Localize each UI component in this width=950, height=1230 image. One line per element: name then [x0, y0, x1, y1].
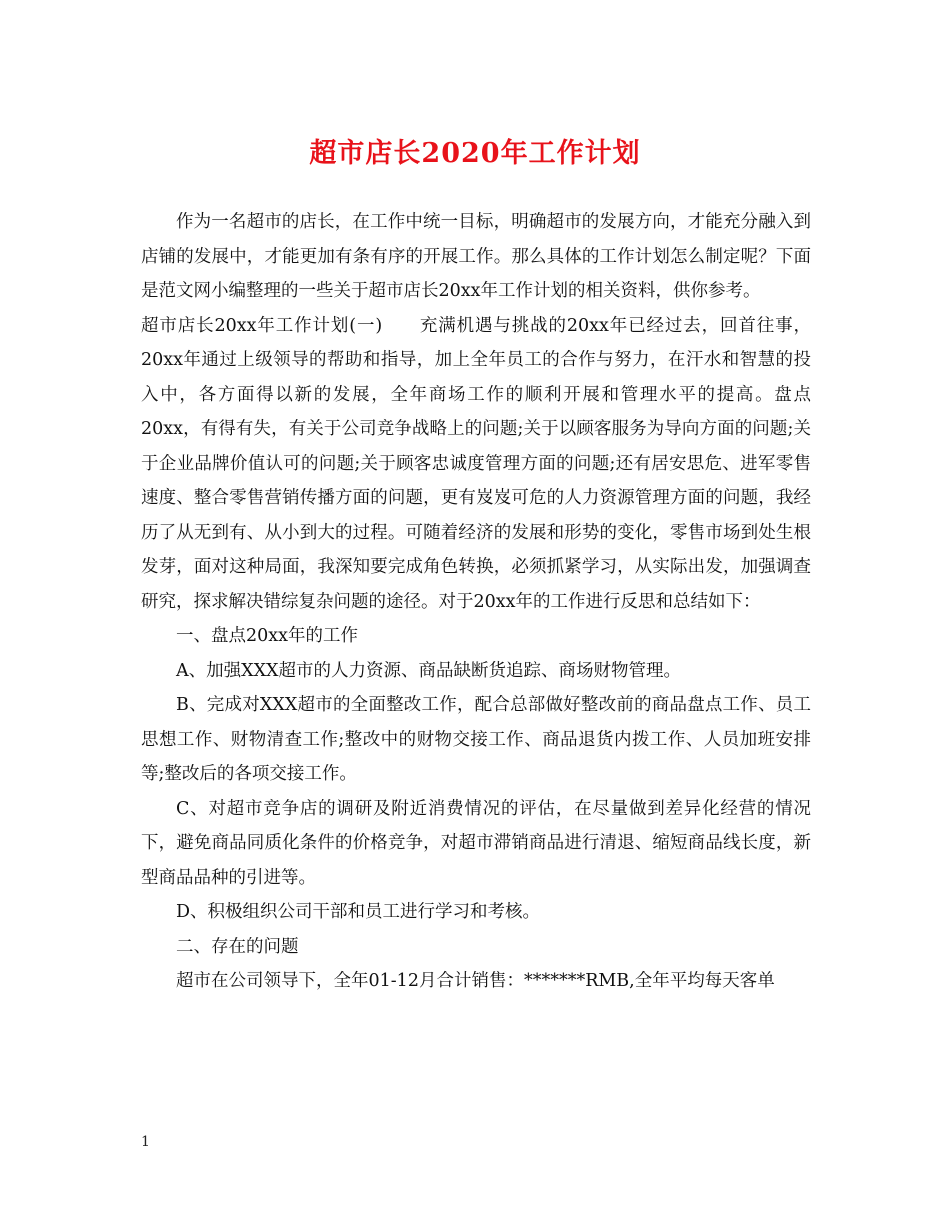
list-item-c: C、对超市竞争店的调研及附近消费情况的评估，在尽量做到差异化经营的情况下，避免商品同质化条件的价格竞争，对超市滞销商品进行清退、缩短商品线长度，新型商品品种的引进等。 [141, 798, 811, 888]
sales-paragraph: 超市在公司领导下，全年01-12月合计销售：*******RMB,全年平均每天客单 [176, 971, 775, 991]
document-body [141, 205, 811, 999]
document-title: 超市店长2020年工作计划 [309, 138, 641, 169]
list-item-b: B、完成对XXX超市的全面整改工作，配合总部做好整改前的商品盘点工作、员工思想工作、财物清查工作;整改中的财物交接工作、商品退货内拨工作、人员加班安排等;整改后的各项交接工作。 [141, 695, 811, 784]
plan-one-paragraph: 超市店长20xx年工作计划(一) 充满机遇与挑战的20xx年已经过去，回首往事，20xx年通过上级领导的帮助和指导，加上全年员工的合作与努力，在汗水和智慧的投入中，各方面得以新的发展，全年商场工作的顺利开展和管理水平的提高。盘点20xx，有得有失，有关于公司竞争战略上的问题;关于以顾客服务为导向方面的问题;关于企业品牌价值认可的问题;关于顾客忠诚度管理方面的问题;还有居安思危、进军零售速度、整合零售营销传播方面的问题，更有岌岌可危的人力资源管理方面的问题，我经历了从无到有、从小到大的过程。可随着经济的发展和形势的变化，零售市场到处生根发芽，面对这种局面，我深知要完成角色转换，必须抓紧学习，从实际出发，加强调查研究，探求解决错综复杂问题的途径。对于20xx年的工作进行反思和总结如下： [141, 315, 811, 612]
page-number: 1 [141, 1134, 150, 1150]
intro-paragraph: 作为一名超市的店长，在工作中统一目标，明确超市的发展方向，才能充分融入到店铺的发展中，才能更加有条有序的开展工作。那么具体的工作计划怎么制定呢？下面是范文网小编整理的一些关于超市店长20xx年工作计划的相关资料，供你参考。 [141, 212, 811, 301]
section-heading-review: 一、盘点20xx年的工作 [176, 626, 359, 646]
list-item-d: D、积极组织公司干部和员工进行学习和考核。 [176, 902, 541, 922]
section-heading-problems: 二、存在的问题 [176, 936, 299, 957]
list-item-a: A、加强XXX超市的人力资源、商品缺断货追踪、商场财物管理。 [176, 660, 682, 681]
